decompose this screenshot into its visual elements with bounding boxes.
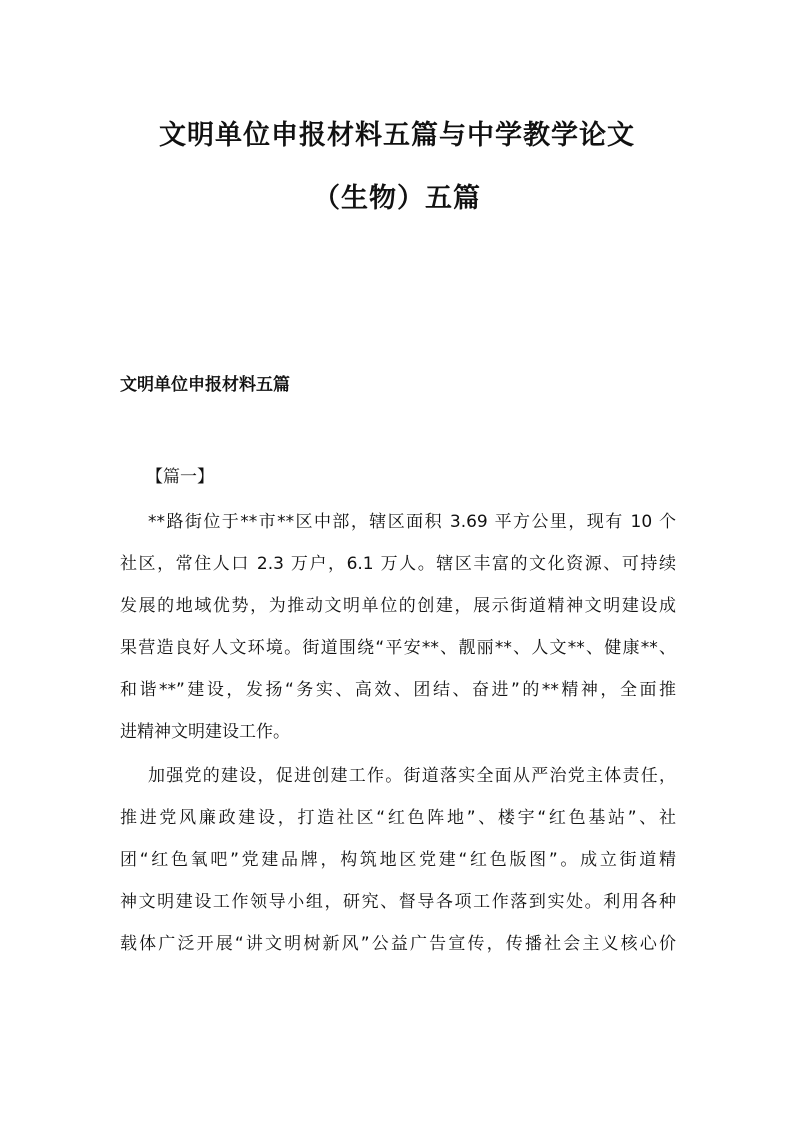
paragraph-1-line: 和谐**”建设，发扬“务实、高效、团结、奋进”的**精神，全面推 — [120, 680, 676, 700]
paragraph-1-line: 发展的地域优势，为推动文明单位的创建，展示街道精神文明建设成 — [120, 596, 676, 616]
paragraph-1-line: 社区，常住人口 2.3 万户，6.1 万人。辖区丰富的文化资源、可持续 — [120, 554, 676, 574]
paragraph-2-line: 加强党的建设，促进创建工作。街道落实全面从严治党主体责任， — [148, 766, 676, 786]
document-title-line-2: （生物）五篇 — [313, 183, 481, 214]
paragraph-2-line: 推进党风廉政建设，打造社区“红色阵地”、楼宇“红色基站”、社 — [120, 808, 676, 828]
paragraph-2-line: 载体广泛开展“讲文明树新风”公益广告宣传，传播社会主义核心价 — [120, 934, 676, 954]
section-heading: 文明单位申报材料五篇 — [120, 375, 290, 395]
paragraph-1-line: 进精神文明建设工作。 — [120, 722, 290, 742]
part-label: 【篇一】 — [146, 467, 214, 487]
paragraph-1-line: 果营造良好人文环境。街道围绕“平安**、靓丽**、人文**、健康**、 — [120, 638, 676, 658]
paragraph-1-line: **路街位于**市**区中部，辖区面积 3.69 平方公里，现有 10 个 — [148, 512, 676, 532]
paragraph-2-line: 团“红色氧吧”党建品牌，构筑地区党建“红色版图”。成立街道精 — [120, 850, 676, 870]
document-title-line-1: 文明单位申报材料五篇与中学教学论文 — [159, 120, 635, 151]
paragraph-2-line: 神文明建设工作领导小组，研究、督导各项工作落到实处。利用各种 — [120, 892, 676, 912]
